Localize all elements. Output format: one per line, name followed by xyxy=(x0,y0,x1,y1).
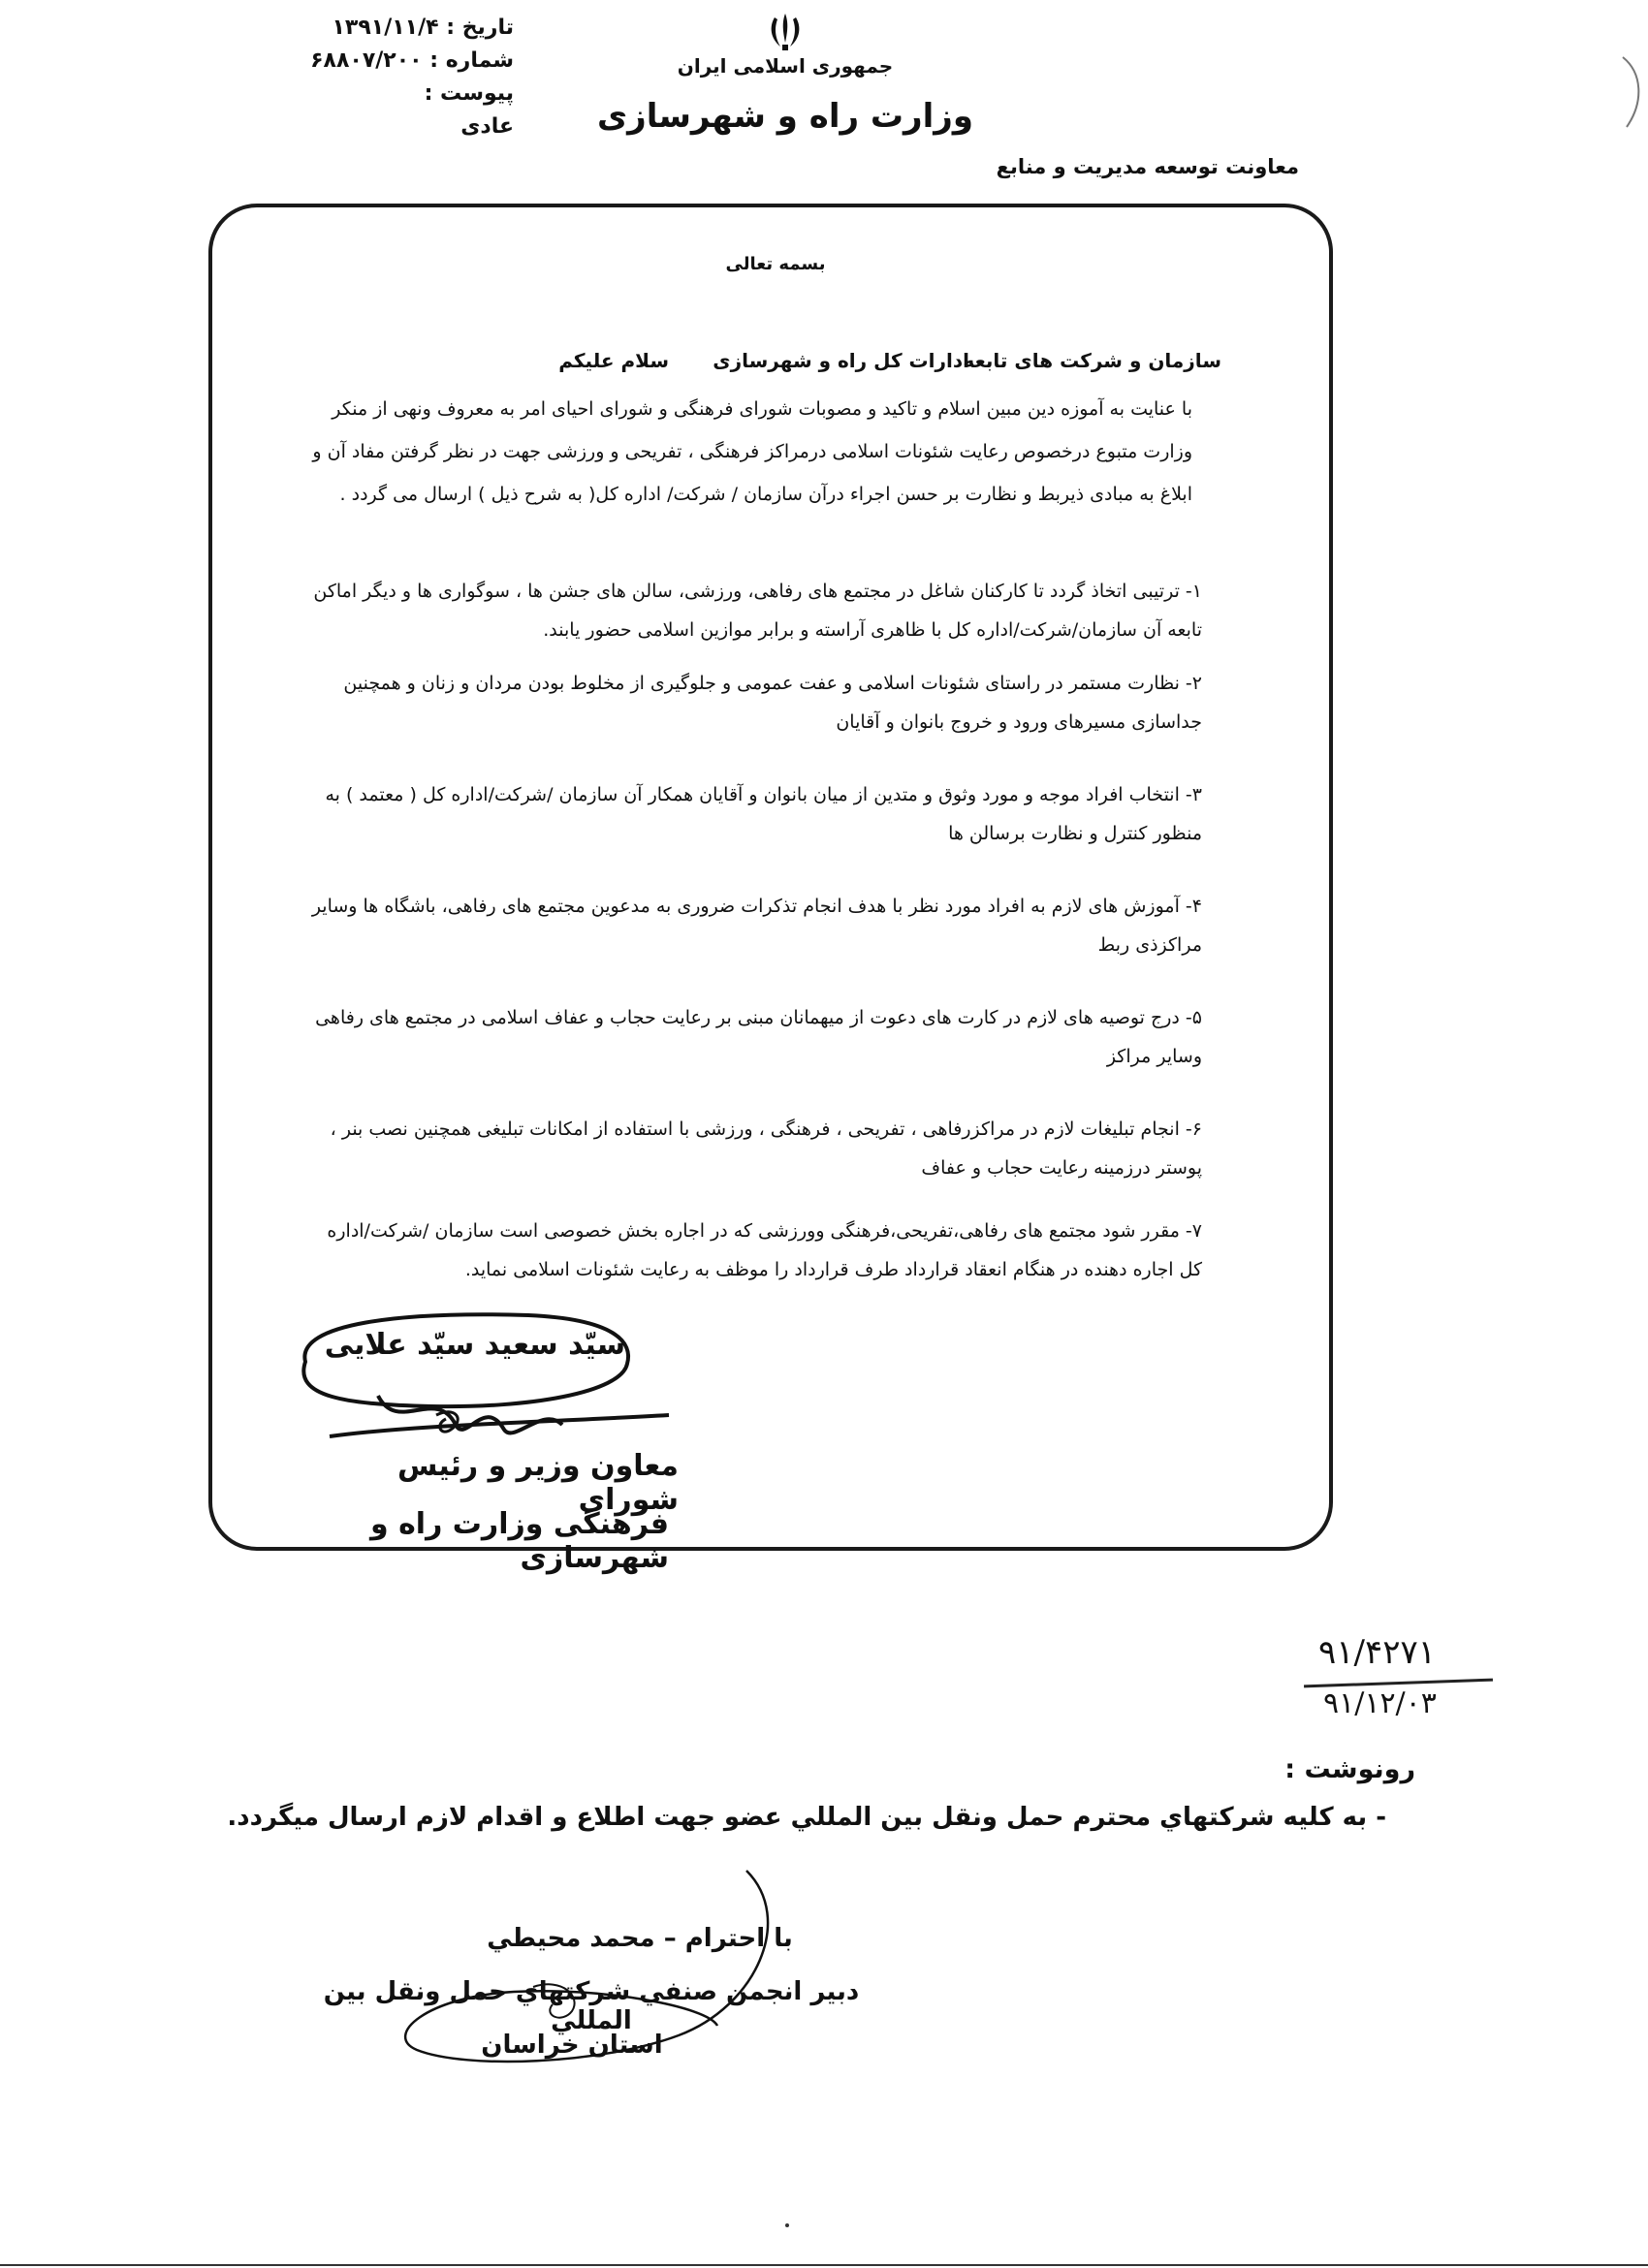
letter-item: ۵- درج توصیه های لازم در کارت های دعوت از میهمانان مبنی بر رعایت حجاب و عفاف اسلامی در مجتمع های رفاهی وسایر مراکز xyxy=(315,1007,1202,1067)
letter-date: تاریخ : ۱۳۹۱/۱۱/۴ xyxy=(332,16,514,40)
signatory-title-line-2: فرهنگی وزارت راه و شهرسازی xyxy=(369,1507,669,1575)
republic-name: جمهوری اسلامی ایران xyxy=(677,54,894,78)
registration-date: ۹۱/۱۲/۰۳ xyxy=(1323,1686,1437,1720)
signatory-title-line-1: معاون وزیر و رئیس شورای xyxy=(396,1449,679,1517)
iran-emblem-icon xyxy=(761,8,809,56)
letter-item: ۷- مقرر شود مجتمع های رفاهی،تفریحی،فرهنگی وورزشی که در اجاره بخش خصوصی است سازمان /شرکت/اداره کل اجاره دهنده در هنگام انعقاد قرارداد طرف قرارداد را موظف به رعایت شئونات اسلامی نماید. xyxy=(327,1220,1202,1280)
letter-classification: عادی xyxy=(460,114,514,139)
letter-metadata xyxy=(310,12,514,143)
letter-item: ۶- انجام تبلیغات لازم در مراکزرفاهی ، تفریحی ، فرهنگی ، ورزشی با استفاده از امکانات تبلیغی همچنین نصب بنر ، پوستر درزمینه رعایت حجاب و عفاف xyxy=(330,1118,1202,1179)
basmala: بسمه تعالی xyxy=(725,254,826,274)
recipient-subsidiaries: سازمان و شرکت های تابعه xyxy=(963,349,1221,372)
letter-number: شماره : ۶۸۸۰۷/۲۰۰ xyxy=(310,48,514,73)
signatory-name: سیّد سعید سیّد علایی xyxy=(324,1328,626,1362)
deputy-office: معاونت توسعه مدیریت و منابع xyxy=(996,155,1299,178)
sender-title: دبیر انجمن صنفي شرکتهاي حمل ونقل بین المللي xyxy=(323,1977,860,2035)
ministry-name: وزارت راه و شهرسازی xyxy=(596,97,973,136)
greeting: سلام علیکم xyxy=(558,349,669,372)
letter-item: ۳- انتخاب افراد موجه و مورد وثوق و متدین از میان بانوان و آقایان همکار آن سازمان /شرکت/اداره کل ( معتمد ) به منظور کنترل و نظارت برسالن ها xyxy=(325,784,1202,844)
letter-intro: با عنایت به آموزه دین مبین اسلام و تاکید و مصوبات شورای فرهنگی و شورای احیای امر به معروف ونهی از منکر وزارت متبوع درخصوص رعایت شئونات اسلامی درمراکز فرهنگی ، تفریحی و ورزشی جهت در نظر گرفتن مفاد آن و ابلاغ به مبادی ذیربط و نظارت بر حسن اجراء درآن سازمان / شرکت/ اداره کل( به شرح ذیل ) ارسال می گردد . xyxy=(312,398,1192,505)
letter-attachment: پیوست : xyxy=(424,81,514,106)
handwritten-signature xyxy=(320,1376,679,1459)
margin-mark xyxy=(1619,53,1648,131)
recipient-general-offices: ادارات کل راه و شهرسازی xyxy=(713,349,969,372)
letter-item: ۴- آموزش های لازم به افراد مورد نظر با هدف انجام تذکرات ضروری به مدعوین مجتمع های رفاهی، باشگاه ها وسایر مراکزذی ربط xyxy=(311,896,1202,956)
cc-text: - به کلیه شرکتهاي محترم حمل ونقل بین المللي عضو جهت اطلاع و اقدام لازم ارسال میگردد. xyxy=(227,1803,1386,1832)
cc-label: رونوشت : xyxy=(1284,1754,1415,1784)
letter-item: ۲- نظارت مستمر در راستای شئونات اسلامی و عفت عمومی و جلوگیری از مخلوط بودن مردان و زنان و همچنین جداسازی مسیرهای ورود و خروج بانوان و آقایان xyxy=(343,673,1202,733)
letter-item: ۱- ترتیبی اتخاذ گردد تا کارکنان شاغل در مجتمع های رفاهی، ورزشی، سالن های جشن ها ، سوگواری ها و دیگر اماکن تابعه آن سازمان/شرکت/اداره کل با ظاهری آراسته و برابر موازین اسلامی حضور یابند. xyxy=(313,581,1202,641)
page-edge xyxy=(0,2264,1648,2266)
registration-number: ۹۱/۴۲۷۱ xyxy=(1318,1633,1437,1672)
sender-province: استان خراسان xyxy=(481,2031,663,2060)
stray-mark xyxy=(783,2221,791,2229)
closing-regards: با احترام – محمد محیطي xyxy=(487,1924,793,1953)
